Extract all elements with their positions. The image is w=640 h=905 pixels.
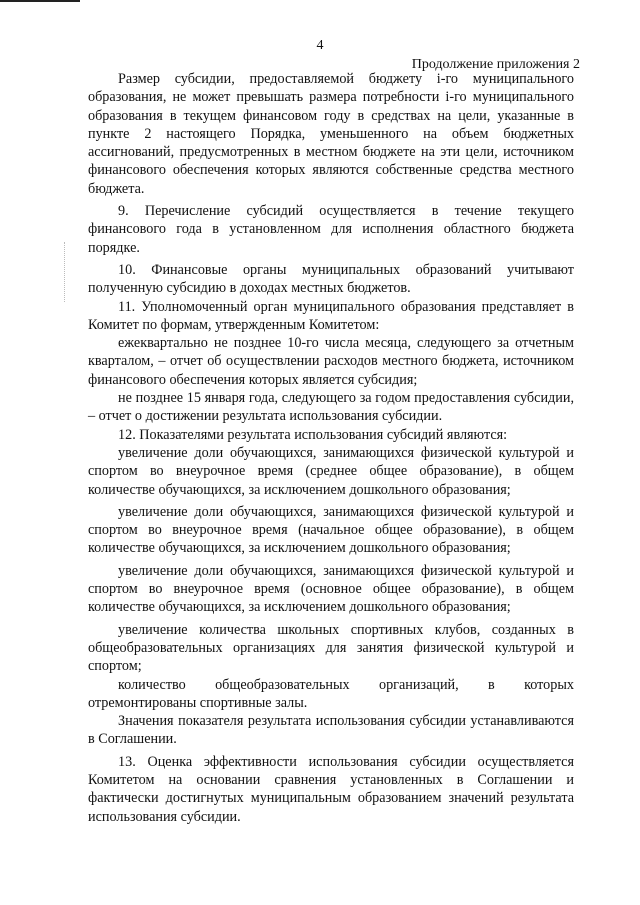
indicator-secondary: увеличение доли обучающихся, занимающихся физической культурой и спортом во внеурочное время (среднее общее образование), в общем количестве обучающихся, за исключением дошкольного образования; bbox=[88, 444, 574, 498]
paragraph-12: 12. Показателями результата использования субсидий являются: bbox=[118, 426, 508, 443]
appendix-continuation-note: Продолжение приложения 2 bbox=[411, 57, 580, 72]
paragraph-11-annual: не позднее 15 января года, следующего за годом предоставления субсидии, – отчет о достижении результата использования субсидии. bbox=[88, 390, 574, 425]
indicator-sports-clubs: увеличение количества школьных спортивных клубов, созданных в общеобразовательных организациях для занятия физической культурой и спортом; bbox=[88, 621, 574, 675]
paragraph-10: 10. Финансовые органы муниципальных образований учитывают полученную субсидию в доходах местных бюджетов. bbox=[88, 261, 574, 297]
document-body bbox=[88, 70, 574, 826]
indicator-basic: увеличение доли обучающихся, занимающихся физической культурой и спортом во внеурочное время (основное общее образование), в общем количестве обучающихся, за исключением дошкольного образования; bbox=[88, 562, 574, 616]
paragraph-11-quarterly: ежеквартально не позднее 10-го числа месяца, следующего за отчетным кварталом, – отчет об осуществлении расходов местного бюджета, источником финансового обеспечения которых является субсидия; bbox=[88, 335, 574, 388]
paragraph-9: 9. Перечисление субсидий осуществляется в течение текущего финансового года в установленном для исполнения областного бюджета порядке. bbox=[88, 203, 574, 256]
indicator-primary: увеличение доли обучающихся, занимающихся физической культурой и спортом во внеурочное время (начальное общее образование), в общем количестве обучающихся, за исключением дошкольного образования; bbox=[88, 503, 574, 557]
paragraph-subsidy-size: Размер субсидии, предоставляемой бюджету i-го муниципального образования, не может превышать размера потребности i-го муниципального образования в текущем финансовом году в средствах на цели, указанные в пункте 2 настоящего Порядка, уменьшенного на объем бюджетных ассигнований, предусмотренных в местном бюджете на эти цели, источником финансового обеспечения которых являются собственные средства местного бюджета. bbox=[88, 71, 574, 197]
paragraph-indicator-values: Значения показателя результата использования субсидии устанавливаются в Соглашении. bbox=[88, 713, 574, 748]
paragraph-13: 13. Оценка эффективности использования субсидии осуществляется Комитетом на основании сравнения установленных в Соглашении и фактически достигнутых муниципальным образованием значений результата использования субсидии. bbox=[88, 753, 574, 825]
margin-marks bbox=[64, 242, 67, 302]
paragraph-11: 11. Уполномоченный орган муниципального образования представляет в Комитет по формам, утвержденным Комитетом: bbox=[88, 298, 574, 333]
page-number: 4 bbox=[316, 38, 324, 53]
indicator-sports-halls: количество общеобразовательных организаций, в которых отремонтированы спортивные залы. bbox=[88, 676, 574, 711]
top-edge-line bbox=[0, 0, 80, 2]
